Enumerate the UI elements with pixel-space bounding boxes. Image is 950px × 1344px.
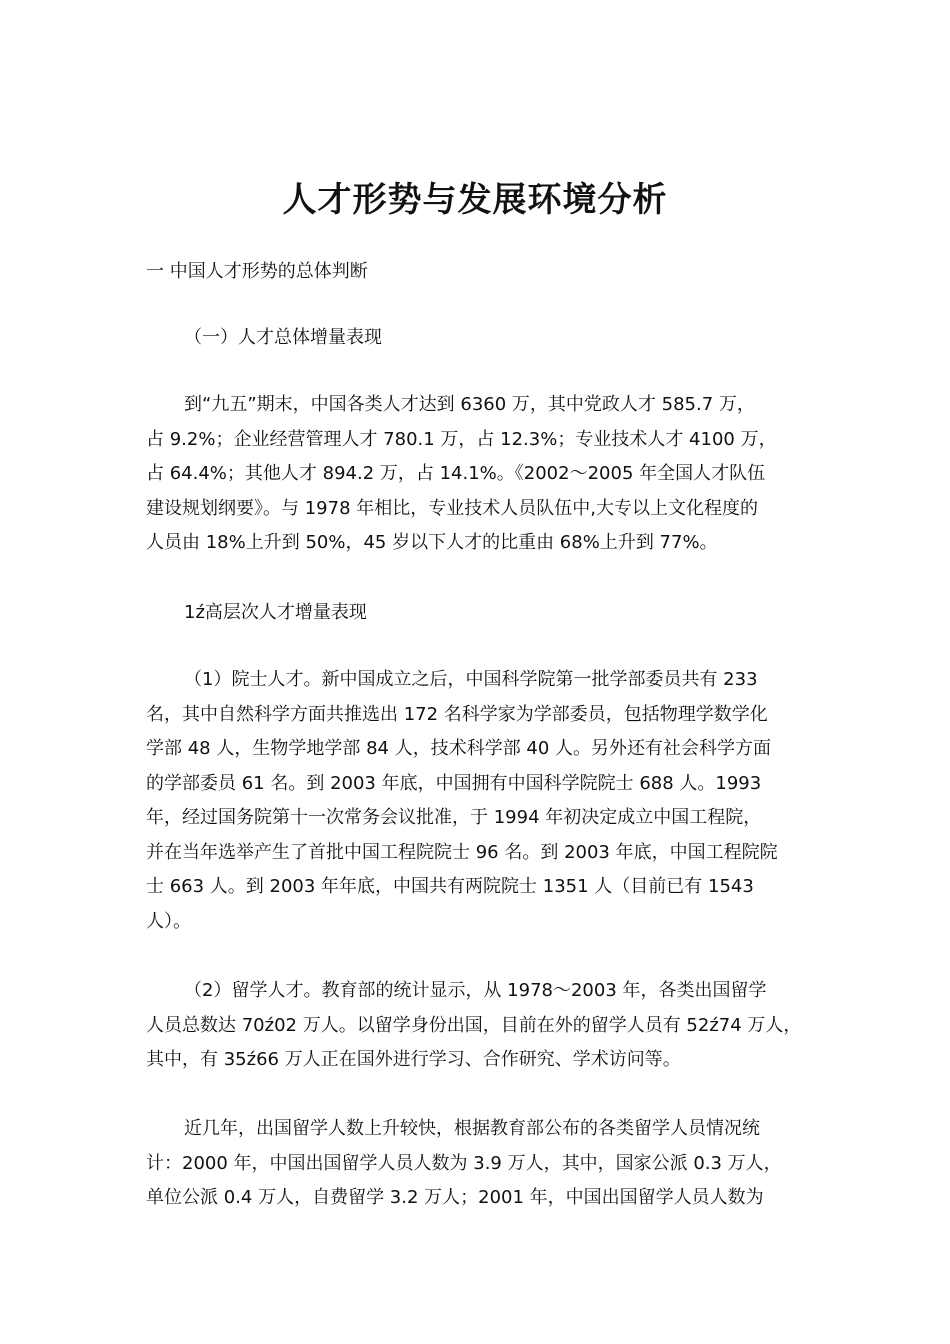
text-line: 学部 48 人，生物学地学部 84 人，技术科学部 40 人。另外还有社会科学方面 — [146, 738, 772, 759]
text-line: （2）留学人才。教育部的统计显示，从 1978～2003 年，各类出国留学 — [184, 980, 767, 1001]
text-line: 占 9.2%；企业经营管理人才 780.1 万，占 12.3%；专业技术人才 4100 万， — [146, 428, 777, 450]
text-line: 名，其中自然科学方面共推选出 172 名科学家为学部委员，包括物理学数学化 — [146, 703, 768, 725]
document-title: 人才形势与发展环境分析 — [282, 180, 668, 220]
text-line: 并在当年选举产生了首批中国工程院院士 96 名。到 2003 年底，中国工程院院 — [146, 841, 778, 863]
paragraph-recent-statistics — [146, 1112, 826, 1216]
paragraph-academicians — [146, 663, 826, 939]
item-heading: 1ź高层次人才增量表现 — [184, 602, 367, 623]
text-line: 建设规划纲要》。与 1978 年相比，专业技术人员队伍中,大专以上文化程度的 — [146, 497, 758, 519]
text-line: 单位公派 0.4 万人，自费留学 3.2 万人；2001 年，中国出国留学人员人数为 — [146, 1187, 764, 1208]
text-line: 占 64.4%；其他人才 894.2 万，占 14.1%。《2002～2005 年全国人才队伍 — [146, 463, 766, 484]
subsection-heading: （一）人才总体增量表现 — [184, 327, 382, 348]
text-line: 年，经过国务院第十一次常务会议批准，于 1994 年初决定成立中国工程院， — [146, 807, 762, 828]
text-line: 士 663 人。到 2003 年年底，中国共有两院院士 1351 人（目前已有 1543 — [146, 876, 754, 897]
text-line: 人员总数达 70ź02 万人。以留学身份出国，目前在外的留学人员有 52ź74 万人， — [146, 1014, 802, 1036]
text-line: 的学部委员 61 名。到 2003 年底，中国拥有中国科学院院士 688 人。1993 — [146, 772, 762, 794]
text-line: 人员由 18%上升到 50%，45 岁以下人才的比重由 68%上升到 77%。 — [146, 532, 718, 553]
section-heading: 一 中国人才形势的总体判断 — [146, 261, 368, 282]
text-line: 计：2000 年，中国出国留学人员人数为 3.9 万人，其中，国家公派 0.3 万人， — [146, 1152, 782, 1174]
text-line: 到“九五”期末，中国各类人才达到 6360 万，其中党政人才 585.7 万， — [184, 394, 755, 415]
text-line: 其中，有 35ź66 万人正在国外进行学习、合作研究、学术访问等。 — [146, 1049, 681, 1070]
paragraph-overseas-students — [146, 974, 826, 1078]
text-line: 人）。 — [146, 910, 191, 932]
paragraph-talent-totals — [146, 388, 826, 561]
text-line: （1）院士人才。新中国成立之后，中国科学院第一批学部委员共有 233 — [184, 669, 758, 690]
text-line: 近几年，出国留学人数上升较快，根据教育部公布的各类留学人员情况统 — [184, 1118, 760, 1139]
